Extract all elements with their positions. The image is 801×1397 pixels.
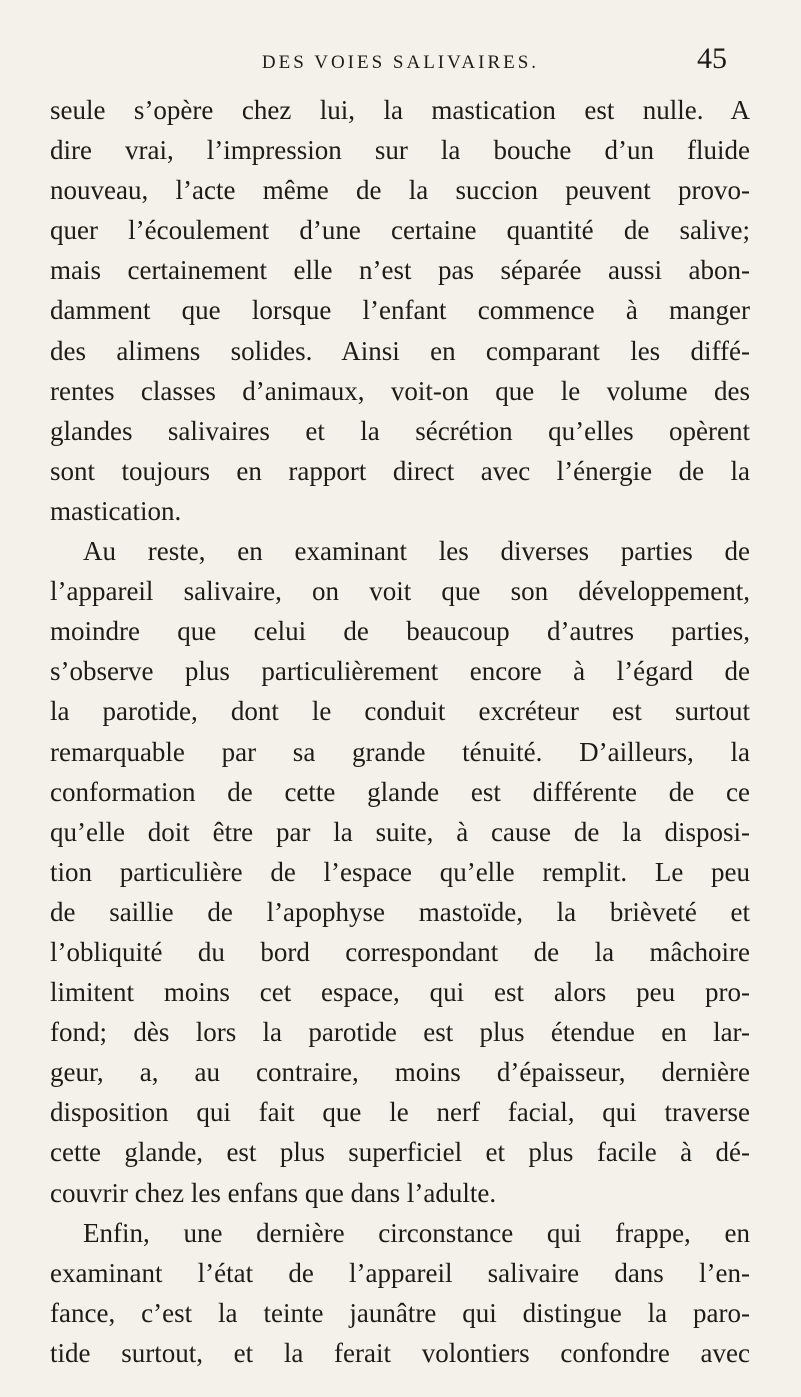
text-line: s’observe plus particulièrement encore à l’égard de <box>50 656 750 687</box>
text-line: Au reste, en examinant les diverses parties de <box>83 536 750 567</box>
text-line: fond; dès lors la parotide est plus étendue en lar- <box>50 1017 750 1048</box>
text-line: examinant l’état de l’appareil salivaire dans l’en- <box>50 1257 750 1288</box>
page-header <box>0 42 801 86</box>
text-line: de saillie de l’apophyse mastoïde, la brièveté et <box>50 896 750 927</box>
text-line: remarquable par sa grande ténuité. D’ailleurs, la <box>50 736 750 767</box>
text-line: tion particulière de l’espace qu’elle remplit. Le peu <box>50 856 750 887</box>
text-line: conformation de cette glande est différente de ce <box>50 776 750 807</box>
text-line: quer l’écoulement d’une certaine quantité de salive; <box>50 215 750 246</box>
text-line: cette glande, est plus superficiel et plus facile à dé- <box>50 1137 750 1168</box>
text-line: damment que lorsque l’enfant commence à manger <box>50 295 750 326</box>
text-line: Enfin, une dernière circonstance qui frappe, en <box>83 1217 750 1248</box>
running-title: DES VOIES SALIVAIRES. <box>261 52 540 73</box>
text-line: couvrir chez les enfans que dans l’adulte. <box>50 1177 497 1208</box>
body-text <box>50 90 750 1373</box>
text-line: fance, c’est la teinte jaunâtre qui distingue la paro- <box>50 1297 750 1328</box>
text-line: tide surtout, et la ferait volontiers confondre avec <box>50 1337 750 1368</box>
text-line: des alimens solides. Ainsi en comparant les diffé- <box>50 335 750 366</box>
text-line: glandes salivaires et la sécrétion qu’elles opèrent <box>50 415 750 446</box>
text-line: l’appareil salivaire, on voit que son développement, <box>50 576 750 607</box>
text-line: l’obliquité du bord correspondant de la mâchoire <box>50 936 750 967</box>
text-line: moindre que celui de beaucoup d’autres parties, <box>50 616 750 647</box>
text-line: seule s’opère chez lui, la mastication est nulle. A <box>50 95 750 125</box>
text-line: disposition qui fait que le nerf facial, qui traverse <box>50 1097 750 1128</box>
text-line: geur, a, au contraire, moins d’épaisseur, dernière <box>50 1057 750 1088</box>
page-number: 45 <box>697 42 727 75</box>
text-line: dire vrai, l’impression sur la bouche d’un fluide <box>50 135 750 166</box>
text-line: qu’elle doit être par la suite, à cause de la disposi- <box>50 816 750 847</box>
text-line: nouveau, l’acte même de la succion peuvent provo- <box>50 175 750 206</box>
text-line: sont toujours en rapport direct avec l’énergie de la <box>50 455 750 486</box>
text-line: mais certainement elle n’est pas séparée aussi abon- <box>50 255 750 286</box>
text-line: mastication. <box>50 495 182 526</box>
text-line: limitent moins cet espace, qui est alors peu pro- <box>50 977 750 1008</box>
text-line: rentes classes d’animaux, voit-on que le volume des <box>50 375 750 406</box>
text-line: la parotide, dont le conduit excréteur est surtout <box>50 696 750 727</box>
